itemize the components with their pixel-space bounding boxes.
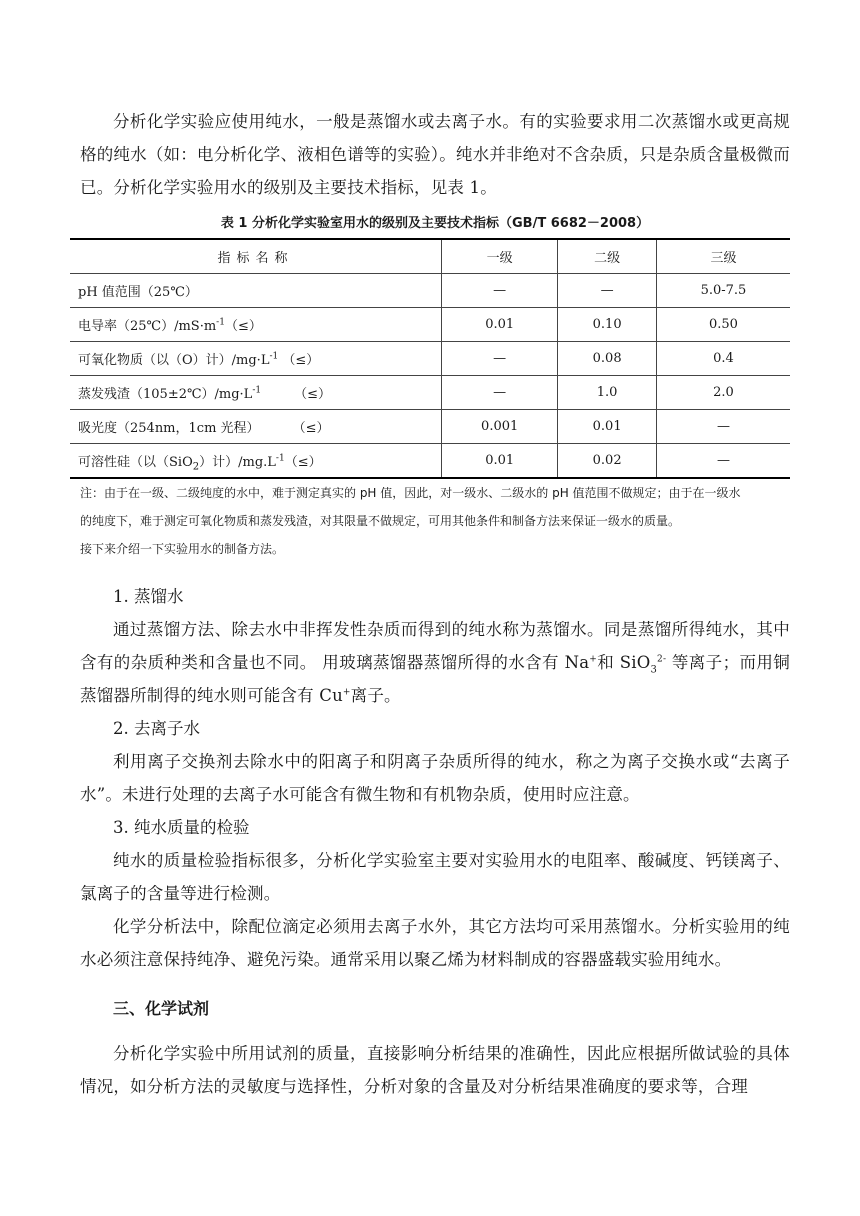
row-grade1: — (442, 376, 558, 410)
row-grade3: 2.0 (656, 376, 790, 410)
row-grade1: — (442, 342, 558, 376)
subsection-heading-deionized: 2. 去离子水 (113, 719, 200, 738)
subsection-heading-distilled: 1. 蒸馏水 (113, 587, 184, 606)
quality-paragraph-2: 化学分析法中，除配位滴定必须用去离子水外，其它方法均可采用蒸馏水。分析实验用的纯水必须注意保持纯净、避免污染。通常采用以聚乙烯为材料制成的容器盛载实验用纯水。 (80, 917, 790, 969)
row-grade2: 0.10 (558, 308, 657, 342)
row-grade2: 0.02 (558, 444, 657, 479)
header-grade2: 二级 (558, 239, 657, 274)
section-heading-reagents: 三、化学试剂 (113, 999, 210, 1018)
deionized-paragraph: 利用离子交换剂去除水中的阳离子和阴离子杂质所得的纯水，称之为离子交换水或“去离子水”。未进行处理的去离子水可能含有微生物和有机物杂质，使用时应注意。 (80, 752, 790, 804)
row-name: 电导率$(25℃)/mS\cdot m^{-1}(\le)$ (70, 308, 442, 342)
intro-paragraph: 分析化学实验应使用纯水，一般是蒸馏水或去离子水。有的实验要求用二次蒸馏水或更高规格的纯水（如：电分析化学、液相色谱等的实验）。纯水并非绝对不含杂质，只是杂质含量极微而已。分析化学实验用水的级别及主要技术指标，见表 1。 (80, 112, 790, 197)
note-line: 的纯度下，难于测定可氧化物质和蒸发残渣，对其限量不做规定，可用其他条件和制备方法来保证一级水的质量。 (80, 514, 681, 528)
header-grade3: 三级 (656, 239, 790, 274)
table-row (70, 444, 790, 479)
row-grade3: 0.4 (656, 342, 790, 376)
row-grade2: 1.0 (558, 376, 657, 410)
reagents-paragraph: 分析化学实验中所用试剂的质量，直接影响分析结果的准确性，因此应根据所做试验的具体情况，如分析方法的灵敏度与选择性，分析对象的含量及对分析结果准确度的要求等，合理 (80, 1044, 790, 1096)
row-grade2: 0.01 (558, 410, 657, 444)
row-name: 吸光度（254nm，1cm 光程） （≤） (70, 410, 442, 444)
distilled-paragraph: 通过蒸馏方法、除去水中非挥发性杂质而得到的纯水称为蒸馏水。同是蒸馏所得纯水，其中含有的杂质种类和含量也不同。 用玻璃蒸馏器蒸馏所得的水含有 Na+和 SiO$_3^{2-}$ 等离子；而用铜蒸馏器所制得的纯水则可能含有 Cu+离子。 (80, 620, 790, 705)
table-row (70, 342, 790, 376)
row-grade3: — (656, 410, 790, 444)
row-grade2: 0.08 (558, 342, 657, 376)
header-grade1: 一级 (442, 239, 558, 274)
row-grade3: 5.0-7.5 (656, 274, 790, 308)
row-grade3: — (656, 444, 790, 479)
table-row (70, 308, 790, 342)
row-name: 蒸发残渣$(105\pm 2℃)/mg\cdot L^{-1}$ （≤） (70, 376, 442, 410)
row-name: pH 值范围（25℃） (70, 274, 442, 308)
row-grade1: 0.001 (442, 410, 558, 444)
table-header-row (70, 239, 790, 274)
body-sections (80, 580, 790, 1103)
row-grade1: — (442, 274, 558, 308)
note-line: 接下来介绍一下实验用水的制备方法。 (80, 542, 285, 556)
quality-paragraph: 纯水的质量检验指标很多，分析化学实验室主要对实验用水的电阻率、酸碱度、钙镁离子、氯离子的含量等进行检测。 (80, 851, 790, 903)
row-grade3: 0.50 (656, 308, 790, 342)
water-grade-table (70, 238, 790, 479)
note-line: 注：由于在一级、二级纯度的水中，难于测定真实的 pH 值，因此，对一级水、二级水的 pH 值范围不做规定；由于在一级水 (80, 486, 741, 500)
row-grade1: 0.01 (442, 444, 558, 479)
subsection-heading-quality: 3. 纯水质量的检验 (113, 818, 250, 837)
row-grade2: — (558, 274, 657, 308)
table-row (70, 376, 790, 410)
table-caption: 表 1 分析化学实验室用水的级别及主要技术指标（GB/T 6682－2008） (220, 216, 650, 231)
header-name: 指标名称 (70, 239, 442, 274)
table-notes (80, 479, 800, 563)
row-name: 可氧化物质（以（O）计）$/mg\cdot L^{-1}$ （≤） (70, 342, 442, 376)
row-name: 可溶性硅（以（SiO$_2$）计）$/mg.L^{-1}(\le)$ (70, 444, 442, 479)
table-row (70, 410, 790, 444)
table-row (70, 274, 790, 308)
row-grade1: 0.01 (442, 308, 558, 342)
